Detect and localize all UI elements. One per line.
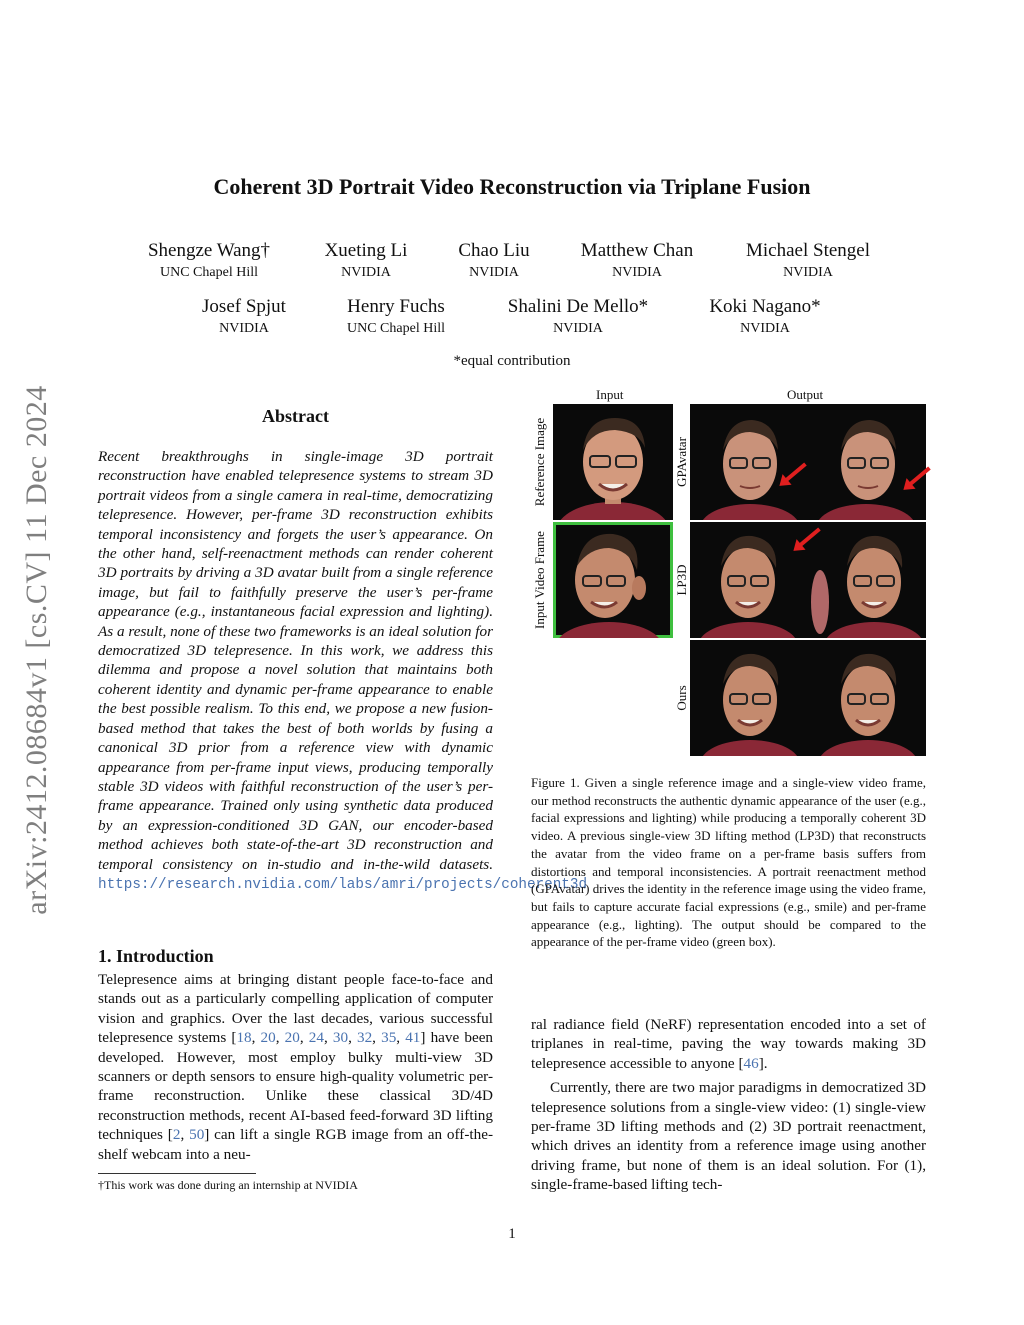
intro-text: Telepresence aims at bringing distant people face-to-face and stands out as a particularly compelling application of computer vision and graphics. Over the last decades, various successful telepresence systems [: [98, 971, 493, 1047]
author-3: [444, 240, 544, 282]
ours-output-photo: [690, 640, 926, 756]
portrait-face-icon: [690, 404, 926, 520]
paragraph: ral radiance field (NeRF) representation encoded into a set of triplanes in real-time, paving the way towards making 3D telepresence accessible to anyone [46].: [531, 1016, 926, 1072]
author-7: [336, 296, 456, 338]
citation-link[interactable]: 35: [381, 1029, 397, 1047]
abstract-heading: Abstract: [262, 406, 329, 426]
author-affiliation: NVIDIA: [219, 321, 269, 336]
column-label-output: Output: [787, 387, 824, 402]
citation-link[interactable]: 41: [405, 1029, 421, 1047]
paragraph: Currently, there are two major paradigms in democratized 3D telepresence solutions from a single-view video: (1) single-view per-frame 3D lifting methods and (2) 3D portrait reenactment, which drives an identity from a reference image using another driving frame, but none of them is an ideal solution. For (1), single-frame-based lifting tech-: [531, 1079, 926, 1194]
author-name: Matthew Chan: [580, 240, 694, 261]
author-affiliation: NVIDIA: [740, 321, 790, 336]
author-name: Chao Liu: [458, 240, 530, 261]
intro-text: ] have been developed. However, most employ bulky multi-view 3D scanners or depth sensors to ensure high-quality volumetric per-frame reconstruction. Unlike these classical 3D/4D reconstruction methods, recent AI-based feed-forward 3D lifting techniques [: [98, 1029, 494, 1144]
reference-image-photo: [553, 404, 673, 520]
figure-caption: Figure 1. Given a single reference image and a single-view video frame, our method reconstructs the authentic dynamic appearance of the user (e.g., facial expressions and lighting) while producing a temporally coherent 3D video. A previous single-view 3D lifting method (LP3D) that reconstructs the avatar from the video frame on a per-frame basis suffers from distortions and temporal inconsistencies. A portrait reenactment method (GPAvatar) drives the identity in the reference image using the video frame, but fails to capture accurate facial expressions (e.g., smile) and per-frame appearance (e.g., lighting). The output should be compared to the appearance of the per-frame video (green box).: [531, 775, 926, 950]
page-number: 1: [508, 1226, 516, 1242]
paper-title: Coherent 3D Portrait Video Reconstruction via Triplane Fusion: [213, 174, 811, 199]
author-name: Xueting Li: [324, 240, 408, 261]
citation-link[interactable]: 30: [332, 1029, 349, 1047]
author-name: Henry Fuchs: [347, 296, 445, 317]
citation-link[interactable]: 32: [356, 1029, 373, 1047]
gpavatar-output-photo: [690, 404, 926, 520]
author-9: [700, 296, 830, 338]
author-4: [567, 240, 707, 282]
row-label-gpavatar: GPAvatar: [674, 437, 689, 487]
author-1: [139, 240, 279, 282]
portrait-face-icon: [690, 640, 926, 756]
author-8: [498, 296, 658, 338]
citation-link[interactable]: 24: [308, 1029, 324, 1047]
author-affiliation: NVIDIA: [469, 265, 519, 280]
author-affiliation: NVIDIA: [612, 265, 662, 280]
abstract-text: Recent breakthroughs in single-image 3D portrait reconstruction have enabled telepresence systems to stream 3D portrait videos from a single camera in real-time, democratizing telepresence. However, per-frame 3D reconstruction exhibits temporal inconsistency and forgets the user’s appearance. On the other hand, self-reenactment methods can render coherent 3D portraits by driving a 3D avatar built from a single reference image, but fail to faithfully preserve the user’s per-frame appearance (e.g., instantaneous facial expression and lighting). As a result, none of these two frameworks is an ideal solution for democratized 3D telepresence. In this work, we address this dilemma and propose a novel solution that maintains both coherent identity and dynamic per-frame appearance to enable the best possible realism. To this end, we propose a new fusion-based method that takes the best of both worlds by fusing a canonical 3D prior from a reference view with dynamic appearance from per-frame input views, producing temporally stable 3D videos with faithful reconstruction of the user’s per-frame appearance. Trained only using synthetic data produced by an expression-conditioned 3D GAN, our encoder-based method achieves both state-of-the-art 3D reconstruction and temporal consistency on in-studio and in-the-wild datasets.: [98, 448, 493, 873]
right-column-text: [531, 1015, 926, 1195]
footnote-rule: [98, 1173, 256, 1174]
author-affiliation: UNC Chapel Hill: [160, 265, 258, 280]
intro-text: ] can lift a single RGB image from an off-the-shelf webcam into a neu-: [98, 1126, 494, 1163]
author-5: [733, 240, 883, 282]
author-affiliation: NVIDIA: [553, 321, 603, 336]
author-name: Koki Nagano*: [709, 296, 821, 317]
author-name: Shengze Wang†: [147, 240, 271, 261]
row-label-input-frame: Input Video Frame: [532, 531, 547, 629]
author-2: [306, 240, 426, 282]
citation-link[interactable]: 46: [743, 1054, 759, 1072]
portrait-face-icon: [553, 404, 673, 520]
section-heading-introduction: 1. Introduction: [98, 946, 214, 966]
arxiv-stamp: [8, 360, 66, 940]
input-video-frame-photo: [553, 522, 673, 638]
column-label-input: Input: [596, 387, 624, 402]
citation-link[interactable]: 18: [236, 1029, 252, 1047]
author-name: Michael Stengel: [746, 240, 870, 261]
citation-link[interactable]: 50: [189, 1126, 205, 1144]
citation-link[interactable]: 2: [172, 1126, 181, 1144]
footnote: †This work was done during an internship at NVIDIA: [98, 1178, 358, 1192]
author-affiliation: UNC Chapel Hill: [347, 321, 445, 336]
author-affiliation: NVIDIA: [341, 265, 391, 280]
author-affiliation: NVIDIA: [783, 265, 833, 280]
row-label-ours: Ours: [674, 685, 689, 711]
author-name: Josef Spjut: [202, 296, 286, 317]
row-label-lp3d: LP3D: [674, 564, 689, 596]
author-name: Shalini De Mello*: [507, 296, 649, 317]
citation-link[interactable]: 20: [260, 1029, 276, 1047]
arxiv-id: arXiv:2412.08684v1 [cs.CV] 11 Dec 2024: [20, 385, 53, 915]
portrait-face-icon: [553, 522, 673, 638]
equal-contribution-note: *equal contribution: [453, 353, 571, 369]
intro-paragraph: Telepresence aims at bringing distant people face-to-face and stands out as a particularly compelling application of computer vision and graphics. Over the last decades, various successful telepresence systems [18, 20, 20, 24, 30, 32, 35, 41] have been developed. However, most employ bulky multi-view 3D scanners or depth sensors to ensure high-quality volumetric per-frame reconstruction. Unlike these classical 3D/4D reconstruction methods, recent AI-based feed-forward 3D lifting techniques [2, 50] can lift a single RGB image from an off-the-shelf webcam into a neu-: [98, 971, 494, 1163]
project-url-link[interactable]: https://research.nvidia.com/labs/amri/projects/coherent3d: [98, 876, 588, 893]
author-6: [188, 296, 300, 338]
citation-link[interactable]: 20: [284, 1029, 300, 1047]
row-label-reference: Reference Image: [532, 417, 547, 507]
